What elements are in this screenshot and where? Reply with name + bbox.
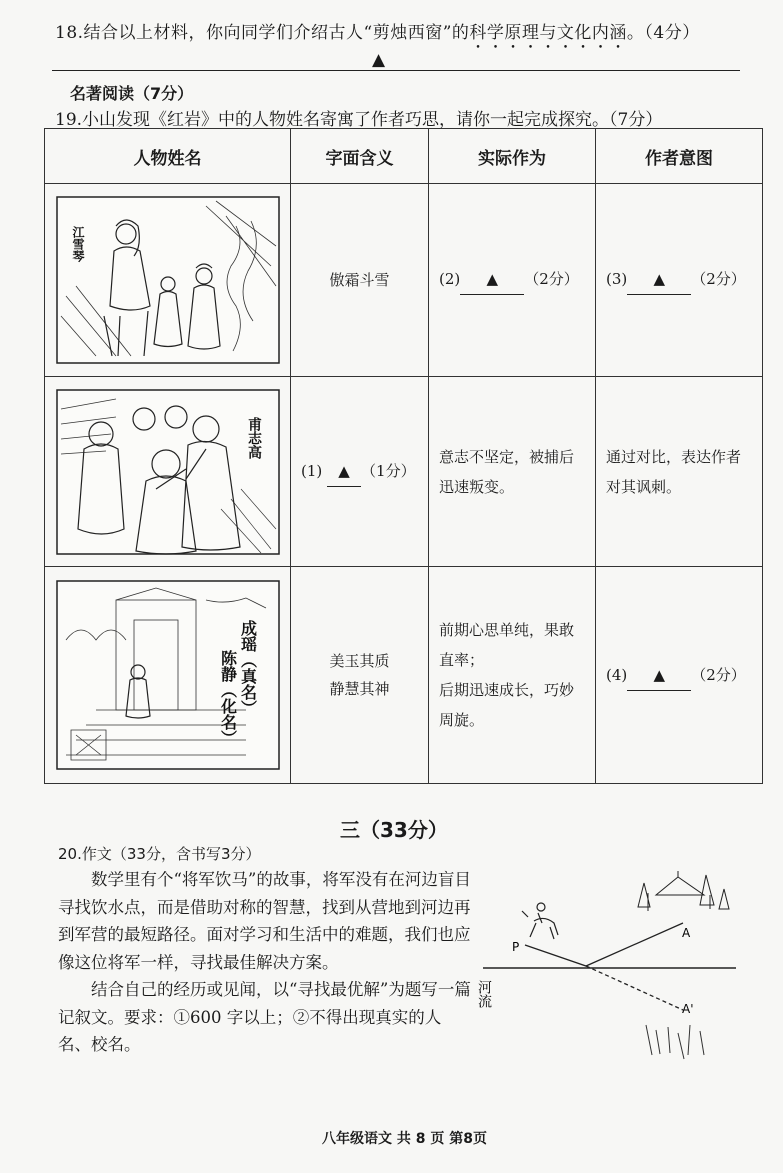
label-cheng-yao: 成瑶（真名）	[238, 620, 257, 717]
meaning-line: 静慧其神	[329, 680, 390, 699]
table-header-row	[45, 129, 763, 184]
action-cell	[429, 567, 596, 784]
blank-number: (3)	[606, 270, 628, 289]
illustration-cheng-yao	[56, 580, 280, 770]
header-meaning: 字面含义	[291, 129, 429, 184]
header-intent: 作者意图	[596, 129, 763, 184]
illustration-fu-zhigao	[56, 389, 280, 555]
answer-blank[interactable]: ▲	[627, 264, 691, 295]
table-row	[45, 184, 763, 377]
point-p-label: P	[512, 940, 520, 954]
part-three-heading: 三（33分）	[340, 818, 448, 842]
essay-paragraph: 结合自己的经历或见闻，以“寻找最优解”为题写一篇记叙文。要求：①600 字以上；②不得出现真实的人名、校名。	[58, 980, 471, 1054]
portrait-cell	[45, 184, 291, 377]
label-fu: 甫志高	[245, 416, 262, 459]
intent-cell	[596, 184, 763, 377]
blank-number: (2)	[439, 270, 461, 289]
q18-score: 。（4分）	[626, 23, 700, 43]
camp-tent-icon	[638, 871, 729, 911]
blank-number: (4)	[606, 665, 628, 684]
portrait-cell	[45, 376, 291, 567]
action-line: 前期心思单纯，果敢直率；	[439, 621, 575, 670]
blank-score: （2分）	[691, 270, 746, 289]
character-table	[44, 128, 763, 784]
q18-text: 18.结合以上材料，你向同学们介绍古人“剪烛西窗”的	[55, 23, 470, 43]
meaning-cell: 傲霜斗雪	[291, 184, 429, 377]
point-a-label: A	[682, 926, 691, 940]
path-line	[525, 923, 683, 966]
page-footer: 八年级语文 共 8 页 第8页	[322, 1131, 487, 1147]
q18-emphasis: 科学原理与文化内涵	[469, 23, 627, 43]
portrait-cell	[45, 567, 291, 784]
label-chen-jing: 陈静（化名）	[218, 650, 237, 747]
general-drinking-horse-diagram	[478, 855, 748, 1085]
header-name: 人物姓名	[45, 129, 291, 184]
reflection-line	[586, 966, 683, 1010]
label-jiang: 江雪琴	[70, 225, 85, 262]
question-18	[55, 18, 700, 53]
meaning-cell	[291, 567, 429, 784]
answer-blank[interactable]: ▲	[327, 456, 361, 487]
action-cell	[429, 184, 596, 377]
divider	[52, 70, 740, 71]
river-label: 河流	[476, 980, 492, 1008]
answer-blank[interactable]: ▲	[627, 660, 691, 691]
reflected-camp-sketch	[646, 1025, 704, 1059]
illustration-jiang-xueqin	[56, 196, 280, 364]
meaning-cell	[291, 376, 429, 567]
action-cell: 意志不坚定，被捕后迅速叛变。	[429, 376, 596, 567]
question-19: 19.小山发现《红岩》中的人物姓名寄寓了作者巧思，请你一起完成探究。（7分）	[55, 110, 663, 130]
answer-blank[interactable]: ▲	[460, 264, 524, 295]
header-action: 实际作为	[429, 129, 596, 184]
intent-cell: 通过对比，表达作者对其讽刺。	[596, 376, 763, 567]
point-a-prime-label: A'	[682, 1002, 694, 1016]
intent-cell	[596, 567, 763, 784]
section-title: 名著阅读（7分）	[70, 84, 194, 103]
blank-score: （2分）	[691, 665, 746, 684]
essay-prompt	[58, 866, 472, 1059]
blank-score: （1分）	[361, 462, 416, 481]
blank-score: （2分）	[524, 270, 579, 289]
table-row	[45, 376, 763, 567]
blank-number: (1)	[301, 462, 323, 481]
meaning-line: 美玉其质	[329, 652, 390, 671]
action-line: 后期迅速成长，巧妙周旋。	[439, 681, 575, 730]
horse-rider-icon	[522, 903, 558, 939]
question-20: 20.作文（33分，含书写3分）	[58, 845, 261, 863]
answer-marker: ▲	[372, 50, 386, 70]
table-row	[45, 567, 763, 784]
essay-paragraph: 数学里有个“将军饮马”的故事，将军没有在河边盲目寻找饮水点，而是借助对称的智慧，找到从营地到河边再到军营的最短路径。面对学习和生活中的难题，我们也应像这位将军一样，寻找最佳解决方案。	[58, 870, 471, 972]
